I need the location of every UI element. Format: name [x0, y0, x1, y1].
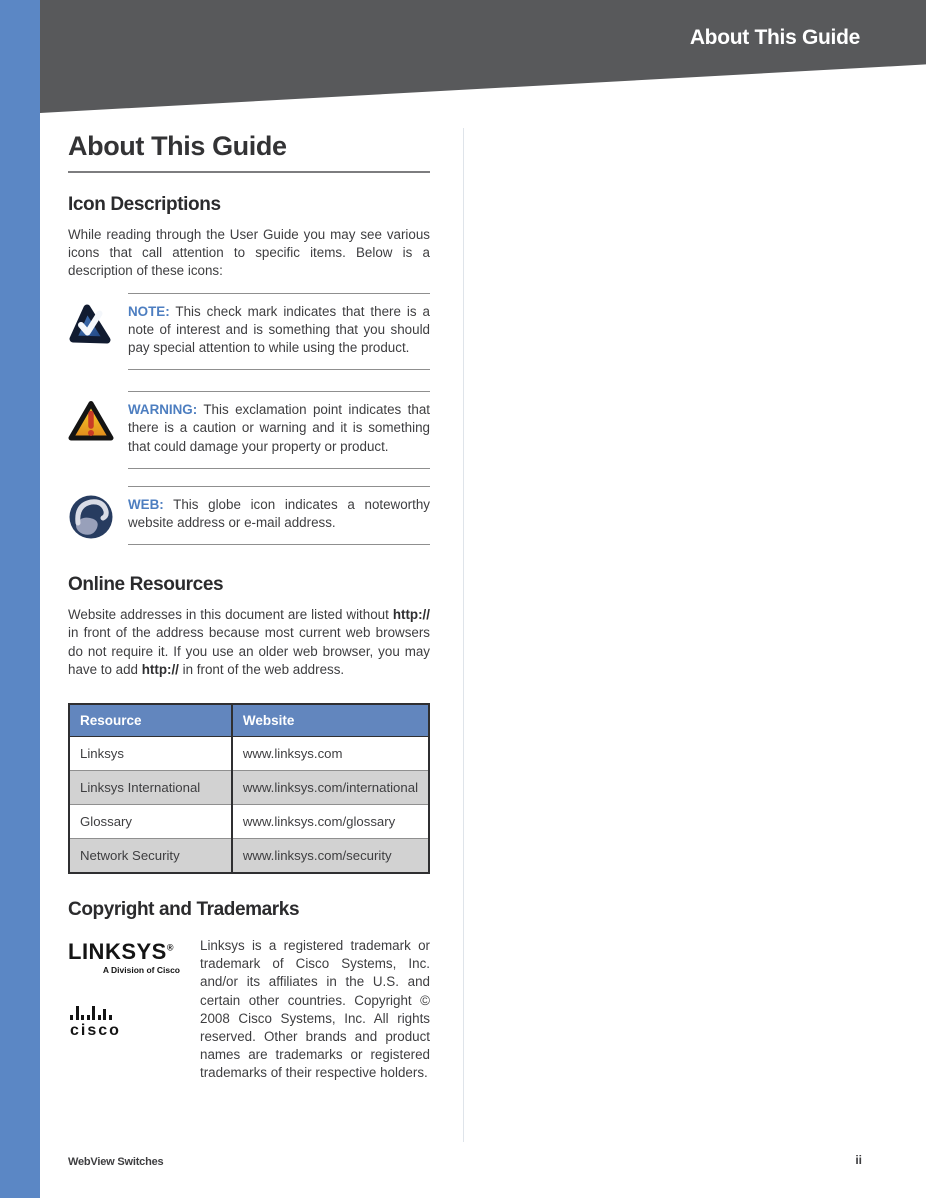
resources-table — [68, 703, 430, 874]
main-column — [68, 130, 430, 1083]
column-header-resource: Resource — [69, 704, 232, 737]
copyright-text: Linksys is a registered trademark or trademark of Cisco Systems, Inc. and/or its affiliates in the U.S. and certain other countries. Copyright © 2008 Cisco Systems, Inc. All rights reserved. Other brands and product names are trademarks or registered trademarks of their respective holders. — [200, 938, 430, 1081]
http-prefix-1: http:// — [392, 607, 430, 623]
header-banner-title: About This Guide — [689, 26, 860, 49]
page-edge-strip — [0, 0, 40, 1198]
warning-label: WARNING: — [128, 402, 198, 418]
registered-mark-icon: ® — [166, 942, 174, 953]
warning-text: This exclamation point indicates that there is a caution or warning and it is something that could damage your property or product. — [128, 402, 431, 454]
header-banner — [40, 0, 926, 113]
warning-row — [68, 391, 430, 469]
intro-text-2: in front of the address because most current web browsers do not require it. If you use an older web browser, you may have to add — [68, 625, 430, 677]
cisco-wordmark: cisco — [70, 1022, 121, 1040]
copyright-block — [68, 937, 430, 1083]
column-divider — [463, 128, 464, 1142]
website-cell: www.linksys.com/security — [242, 848, 392, 864]
table-header-row — [69, 704, 429, 737]
table-row — [69, 737, 429, 771]
resource-cell: Network Security — [69, 839, 232, 874]
note-box — [128, 293, 430, 371]
cisco-logo — [70, 1005, 200, 1040]
linksys-logo — [68, 941, 200, 975]
note-text: This check mark indicates that there is a note of interest and is something that you should pay special attention to while using the product. — [128, 303, 430, 356]
page-title: About This Guide — [68, 130, 430, 173]
intro-text-3: in front of the web address. — [178, 661, 345, 677]
logo-column — [68, 937, 200, 1083]
web-text: This globe icon indicates a noteworthy website address or e-mail address. — [128, 496, 431, 531]
linksys-wordmark: LINKSYS — [68, 939, 167, 965]
cisco-bars-icon — [70, 1005, 200, 1020]
footer-page-number: ii — [855, 1153, 862, 1167]
website-cell: www.linksys.com — [242, 746, 343, 762]
website-cell: www.linksys.com/glossary — [242, 814, 396, 830]
warning-triangle-icon — [68, 391, 112, 448]
resource-cell: Linksys — [69, 737, 232, 771]
web-row — [68, 486, 430, 545]
resource-cell: Linksys International — [69, 771, 232, 805]
table-row — [69, 805, 429, 839]
section-heading-copyright: Copyright and Trademarks — [68, 899, 300, 921]
website-cell: www.linksys.com/international — [242, 780, 418, 796]
intro-text-1: Website addresses in this document are listed without — [68, 607, 393, 623]
web-box — [128, 486, 430, 545]
linksys-check-icon — [68, 293, 112, 352]
linksys-tagline: A Division of Cisco — [102, 965, 180, 976]
section-heading-icon-descriptions: Icon Descriptions — [68, 194, 221, 215]
note-row — [68, 293, 430, 371]
note-label: NOTE: — [128, 303, 170, 319]
http-prefix-2: http:// — [141, 661, 179, 677]
section-heading-online-resources: Online Resources — [68, 574, 224, 596]
online-resources-intro — [68, 606, 430, 679]
column-header-website: Website — [232, 704, 429, 737]
globe-icon — [68, 486, 112, 545]
icon-descriptions-intro: While reading through the User Guide you may see various icons that call attention to specific items. Below is a description of these icons: — [68, 227, 430, 279]
footer-document-title: WebView Switches — [68, 1156, 164, 1168]
table-row — [69, 771, 429, 805]
warning-box — [128, 391, 430, 469]
resource-cell: Glossary — [69, 805, 232, 839]
web-label: WEB: — [128, 496, 164, 512]
table-row — [69, 839, 429, 874]
